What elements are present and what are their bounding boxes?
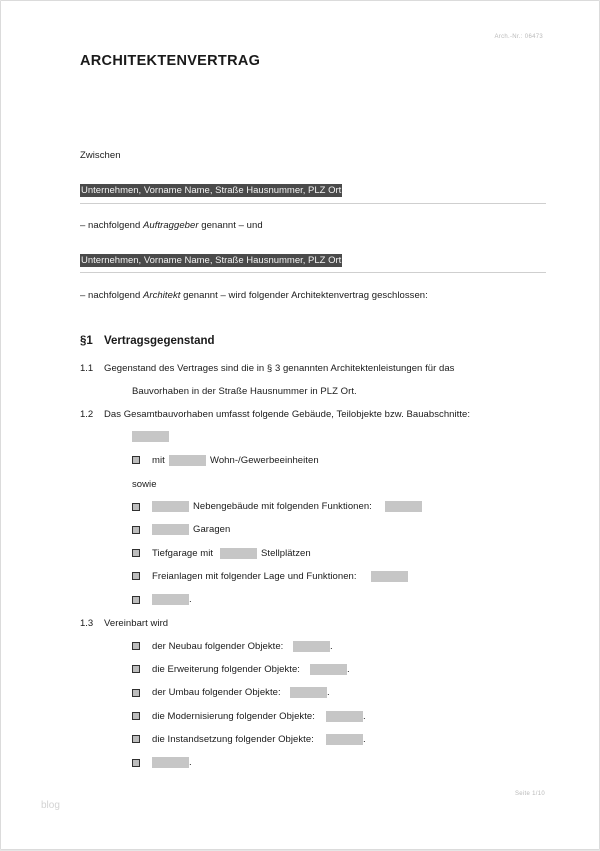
units-mit-label: mit [152,455,165,466]
erweiterung-period: . [347,664,350,675]
erweiterung-checkbox[interactable] [132,665,140,673]
architect-role: Architekt [143,290,181,301]
party1-field[interactable]: Unternehmen, Vorname Name, Straße Hausnummer, PLZ Ort [81,185,342,196]
reference-number: Arch.-Nr.: 06473 [494,34,543,40]
instandsetzung-field[interactable] [326,734,363,745]
instandsetzung-label: die Instandsetzung folgender Objekte: [152,734,314,745]
umbau-field[interactable] [290,687,327,698]
clause-1-2-text: Das Gesamtbauvorhaben umfasst folgende Gebäude, Teilobjekte bzw. Bauabschnitte: [104,409,471,420]
clause-1-1-line2: Bauvorhaben in der Straße Hausnummer in PLZ Ort. [132,386,357,397]
party2-underline [80,272,546,273]
other-measure-field[interactable] [152,757,189,768]
tiefgarage-label: Tiefgarage mit [152,548,214,559]
nebengebaeude-checkbox[interactable] [132,503,140,511]
section-title: Vertragsgegenstand [104,335,215,347]
sowie-label: sowie [132,479,157,490]
units-checkbox[interactable] [132,456,140,464]
document-title: ARCHITEKTENVERTRAG [80,53,261,69]
garagen-label: Garagen [193,524,231,535]
modernisierung-label: die Modernisierung folgender Objekte: [152,711,315,722]
umbau-period: . [327,687,330,698]
other-object-checkbox[interactable] [132,596,140,604]
nebengebaeude-label: Nebengebäude mit folgenden Funktionen: [193,501,372,512]
instandsetzung-period: . [363,734,366,745]
modernisierung-checkbox[interactable] [132,712,140,720]
nebengebaeude-count-field[interactable] [152,501,189,512]
umbau-checkbox[interactable] [132,689,140,697]
object-count-field[interactable] [132,431,169,442]
client-role-line: – nachfolgend Auftraggeber genannt – und [80,220,263,231]
other-object-period: . [189,594,192,605]
clause-number-1-1: 1.1 [80,363,94,374]
party1-underline [80,203,546,204]
garagen-checkbox[interactable] [132,526,140,534]
modernisierung-period: . [363,711,366,722]
neubau-label: der Neubau folgender Objekte: [152,641,284,652]
section-heading [80,335,215,347]
umbau-label: der Umbau folgender Objekte: [152,687,281,698]
neubau-checkbox[interactable] [132,642,140,650]
other-measure-period: . [189,757,192,768]
garagen-count-field[interactable] [152,524,189,535]
neubau-period: . [330,641,333,652]
page-number: Seite 1/10 [514,791,545,797]
other-measure-checkbox[interactable] [132,759,140,767]
other-object-field[interactable] [152,594,189,605]
clause-number-1-3: 1.3 [80,618,94,629]
clause-1-1-line1: Gegenstand des Vertrages sind die in § 3 genannten Architektenleistungen für das [104,363,455,374]
freianlagen-label: Freianlagen mit folgender Lage und Funktionen: [152,571,357,582]
watermark-logo: blog [41,800,60,811]
tiefgarage-count-field[interactable] [220,548,257,559]
units-label: Wohn-/Gewerbeeinheiten [210,455,319,466]
document-page [1,1,599,849]
nebengebaeude-functions-field[interactable] [385,501,422,512]
section-number: §1 [80,335,93,347]
instandsetzung-checkbox[interactable] [132,735,140,743]
architect-role-line: – nachfolgend Architekt genannt – wird folgender Architektenvertrag geschlossen: [80,290,428,301]
between-label: Zwischen [80,150,121,161]
freianlagen-checkbox[interactable] [132,572,140,580]
erweiterung-label: die Erweiterung folgender Objekte: [152,664,300,675]
modernisierung-field[interactable] [326,711,363,722]
units-count-field[interactable] [169,455,206,466]
party2-field[interactable]: Unternehmen, Vorname Name, Straße Hausnummer, PLZ Ort [81,255,342,266]
clause-number-1-2: 1.2 [80,409,94,420]
client-role: Auftraggeber [143,220,199,231]
tiefgarage-checkbox[interactable] [132,549,140,557]
erweiterung-field[interactable] [310,664,347,675]
neubau-field[interactable] [293,641,330,652]
freianlagen-field[interactable] [371,571,408,582]
stellplaetze-label: Stellplätzen [261,548,311,559]
clause-1-3-text: Vereinbart wird [104,618,169,629]
